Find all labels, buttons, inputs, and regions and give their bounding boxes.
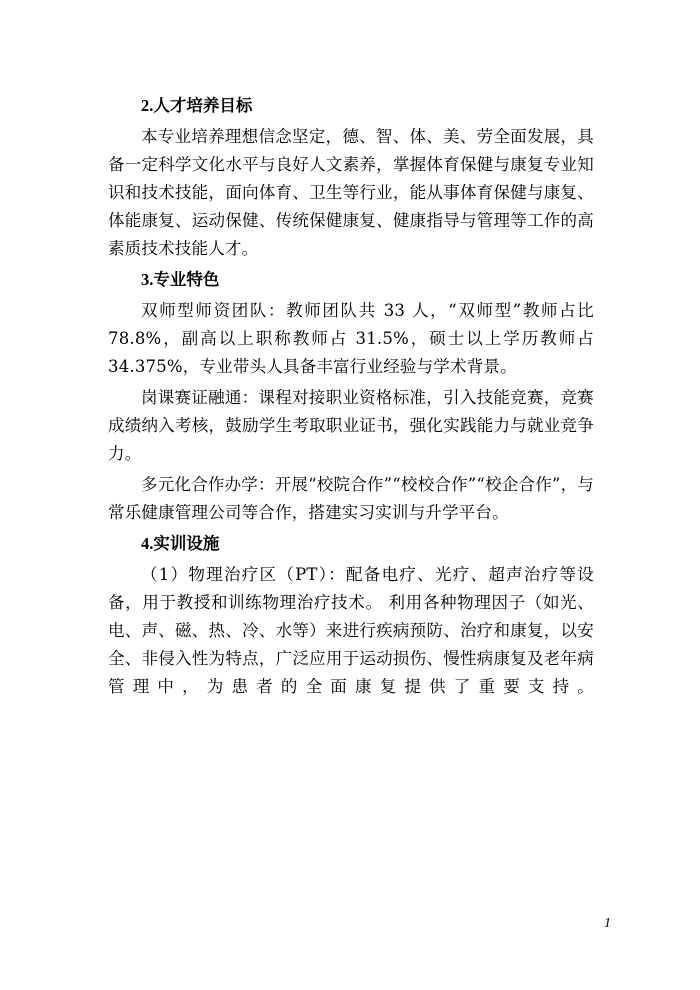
paragraph-physical-therapy: （1）物理治疗区（PT）：配备电疗、光疗、超声治疗等设备，用于教授和训练物理治疗技术。 利用各种物理因子（如光、电、声、磁、热、冷、水等）来进行疾病预防、治疗和康复，以安全、非侵入性为特点，广泛应用于运动损伤、慢性病康复及老年病管理中，为患者的全面康复提供了重要支持。 — [108, 565, 594, 696]
section-heading-training-goals — [108, 92, 594, 120]
section-heading-features — [108, 266, 594, 294]
section-number: 4. — [141, 534, 154, 553]
paragraph-cooperation: 多元化合作办学：开展“校院合作”“校校合作”“校企合作”，与常乐健康管理公司等合作，搭建实习实训与升学平台。 — [108, 475, 594, 522]
section-title: 实训设施 — [153, 534, 220, 553]
section-title: 人才培养目标 — [153, 96, 253, 115]
section-heading-facilities — [108, 530, 594, 558]
page-content — [108, 92, 594, 704]
section-number: 3. — [141, 270, 154, 289]
paragraph-teaching-team: 双师型师资团队：教师团队共 33 人，“双师型”教师占比78.8%，副高以上职称教师占 31.5%，硕士以上学历教师占34.375%，专业带头人具备丰富行业经验与学术背景。 — [108, 301, 594, 376]
paragraph-training-goals: 本专业培养理想信念坚定，德、智、体、美、劳全面发展，具备一定科学文化水平与良好人文素养，掌握体育保健与康复专业知识和技术技能，面向体育、卫生等行业，能从事体育保健与康复、体能康复、运动保健、传统保健康复、健康指导与管理等工作的高素质技术技能人才。 — [108, 127, 594, 258]
page-number: 1 — [604, 916, 611, 931]
paragraph-integration: 岗课赛证融通：课程对接职业资格标准，引入技能竞赛，竞赛成绩纳入考核，鼓励学生考取职业证书，强化实践能力与就业竞争力。 — [108, 388, 594, 463]
section-title: 专业特色 — [153, 270, 220, 289]
section-number: 2. — [141, 96, 154, 115]
